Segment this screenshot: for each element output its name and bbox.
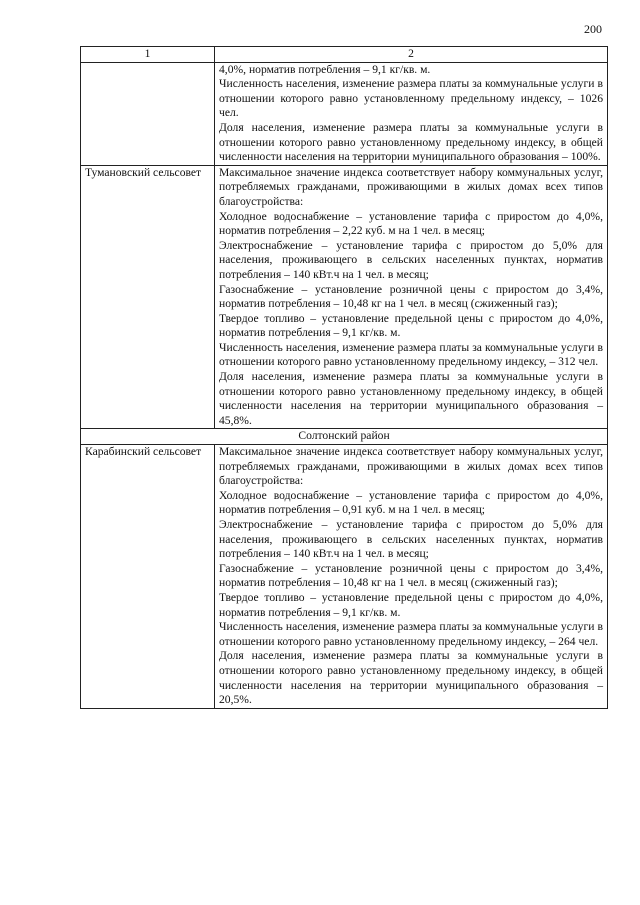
row-description bbox=[215, 445, 608, 709]
header-col-2: 2 bbox=[215, 47, 608, 63]
table-row-karabinsky bbox=[81, 445, 608, 709]
paragraph: Холодное водоснабжение – установление тарифа с приростом до 4,0%, норматив потребления – 0,91 куб. м на 1 чел. в месяц; bbox=[219, 488, 603, 517]
paragraph: Доля населения, изменение размера платы за коммунальные услуги в отношении которого равно установленному предельному индексу, в общей численности населения на территории муниципального образования – 45,8%. bbox=[219, 370, 603, 427]
table-header-row bbox=[81, 47, 608, 63]
paragraph: Газоснабжение – установление розничной цены с приростом до 3,4%, норматив потребления – 10,48 кг на 1 чел. в месяц (сжиженный газ); bbox=[219, 561, 603, 590]
municipality-name: Тумановский сельсовет bbox=[81, 165, 215, 429]
indices-table bbox=[80, 46, 608, 709]
table-row-continued bbox=[81, 62, 608, 165]
page-number: 200 bbox=[584, 22, 602, 36]
paragraph: Максимальное значение индекса соответствует набору коммунальных услуг, потребляемых гражданами, проживающими в жилых домах всех типов благоустройства: bbox=[219, 165, 603, 208]
row-description bbox=[215, 165, 608, 429]
section-row bbox=[81, 429, 608, 445]
paragraph: Холодное водоснабжение – установление тарифа с приростом до 4,0%, норматив потребления – 2,22 куб. м на 1 чел. в месяц; bbox=[219, 209, 603, 238]
paragraph: 4,0%, норматив потребления – 9,1 кг/кв. м. bbox=[219, 62, 431, 76]
paragraph: Численность населения, изменение размера платы за коммунальные услуги в отношении которого равно установленному предельному индексу, – 264 чел. bbox=[219, 620, 603, 648]
municipality-name: Карабинский сельсовет bbox=[81, 445, 215, 709]
paragraph: Доля населения, изменение размера платы за коммунальные услуги в отношении которого равно установленному предельному индексу, в общей численности населения на территории муниципального образования – 20,5%. bbox=[219, 649, 603, 707]
header-col-1: 1 bbox=[81, 47, 215, 63]
paragraph: Электроснабжение – установление тарифа с приростом до 5,0% для населения, проживающего в сельских населенных пунктах, норматив потребления – 140 кВт.ч на 1 чел. в месяц; bbox=[219, 238, 603, 281]
paragraph: Численность населения, изменение размера платы за коммунальные услуги в отношении которого равно установленному предельному индексу, – 312 чел. bbox=[219, 340, 603, 369]
paragraph: Электроснабжение – установление тарифа с приростом до 5,0% для населения, проживающего в сельских населенных пунктах, норматив потребления – 140 кВт.ч на 1 чел. в месяц; bbox=[219, 518, 603, 561]
section-title: Солтонский район bbox=[81, 429, 608, 445]
paragraph: Твердое топливо – установление предельной цены с приростом до 4,0%, норматив потребления – 9,1 кг/кв. м. bbox=[219, 311, 603, 340]
paragraph: Газоснабжение – установление розничной цены с приростом до 3,4%, норматив потребления – 10,48 кг на 1 чел. в месяц (сжиженный газ); bbox=[219, 282, 603, 311]
paragraph: Численность населения, изменение размера платы за коммунальные услуги в отношении которого равно установленному предельному индексу, – 1026 чел. bbox=[219, 77, 603, 120]
table-row-tumanovsky bbox=[81, 165, 608, 429]
paragraph: Максимальное значение индекса соответствует набору коммунальных услуг, потребляемых гражданами, проживающими в жилых домах всех типов благоустройства: bbox=[219, 445, 603, 488]
row-name-empty bbox=[81, 62, 215, 165]
paragraph: Доля населения, изменение размера платы за коммунальные услуги в отношении которого равно установленному предельному индексу, в общей численности населения на территории муниципального образования – 100%. bbox=[219, 120, 603, 164]
paragraph: Твердое топливо – установление предельной цены с приростом до 4,0%, норматив потребления – 9,1 кг/кв. м. bbox=[219, 590, 603, 619]
row-description bbox=[215, 62, 608, 165]
